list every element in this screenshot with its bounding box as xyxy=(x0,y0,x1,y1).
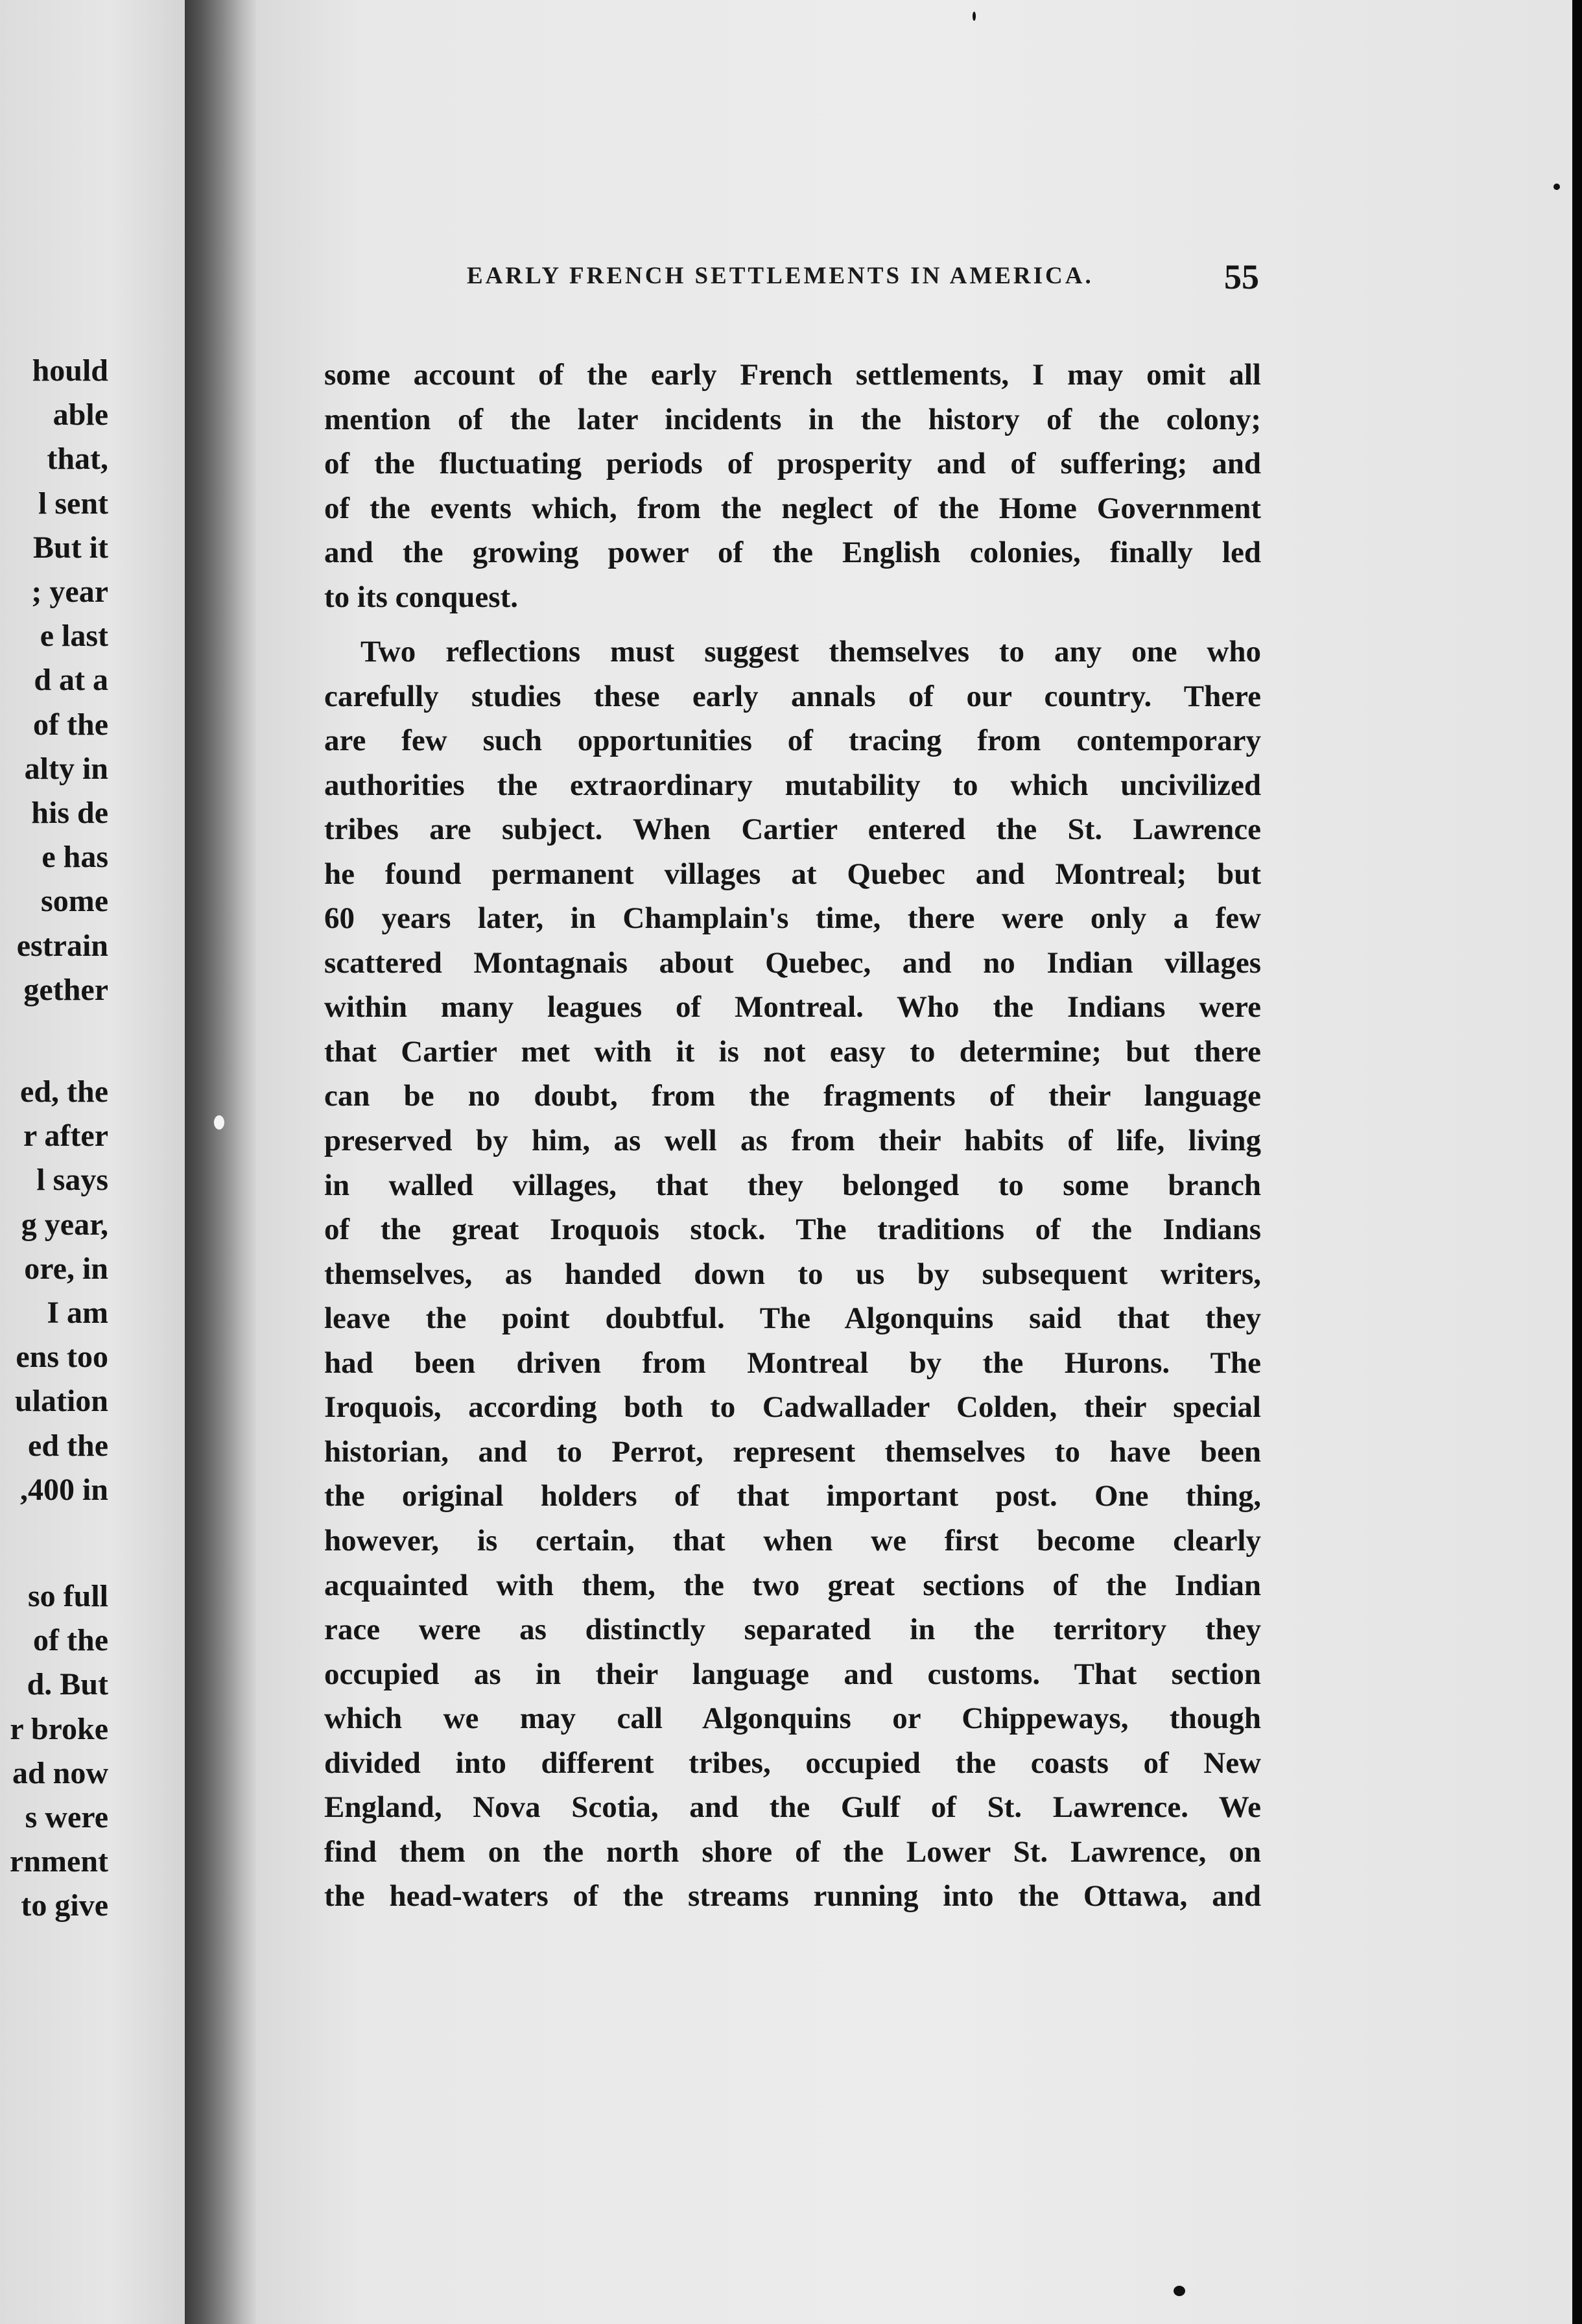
page-edge xyxy=(1572,0,1582,2324)
previous-page-line-fragment: hould xyxy=(32,353,108,388)
previous-page-line-fragment: that, xyxy=(47,442,108,476)
body-text-line: in walled villages, that they belonged to some branch xyxy=(324,1168,1261,1202)
previous-page-line-fragment: ulation xyxy=(14,1384,108,1418)
body-text-line: divided into different tribes, occupied the coasts of New xyxy=(324,1746,1261,1780)
previous-page-line-fragment: of the xyxy=(33,707,108,742)
previous-page-line-fragment: l says xyxy=(36,1163,108,1197)
body-text-line: carefully studies these early annals of our country. There xyxy=(324,680,1261,713)
body-text-line: 60 years later, in Champlain's time, there were only a few xyxy=(324,901,1261,935)
body-text-line: of the events which, from the neglect of the Home Government xyxy=(324,492,1261,525)
page-number: 55 xyxy=(1224,257,1259,296)
previous-page-line-fragment: l sent xyxy=(38,486,108,521)
body-text-line: the original holders of that important post. One thing, xyxy=(324,1479,1261,1513)
previous-page-line-fragment: ore, in xyxy=(24,1251,108,1286)
body-text-line: to its conquest. xyxy=(324,580,518,614)
body-text-line: acquainted with them, the two great sections of the Indian xyxy=(324,1569,1261,1602)
body-text-line: had been driven from Montreal by the Hurons. The xyxy=(324,1346,1261,1380)
body-text-line: Iroquois, according both to Cadwallader Colden, their special xyxy=(324,1390,1261,1424)
previous-page-line-fragment: ed the xyxy=(28,1429,108,1463)
previous-page-line-fragment: ,400 in xyxy=(19,1473,108,1507)
previous-page-line-fragment: d. But xyxy=(27,1667,108,1702)
body-text-line: of the great Iroquois stock. The traditions of the Indians xyxy=(324,1213,1261,1246)
previous-page-line-fragment: r after xyxy=(23,1119,108,1153)
previous-page-line-fragment: alty in xyxy=(24,752,108,786)
body-text-line: of the fluctuating periods of prosperity and of suffering; and xyxy=(324,447,1261,480)
body-text-line: that Cartier met with it is not easy to determine; but there xyxy=(324,1035,1261,1069)
body-text-line: the head-waters of the streams running into the Ottawa, and xyxy=(324,1879,1261,1913)
body-text-line: can be no doubt, from the fragments of their language xyxy=(324,1079,1261,1113)
body-text-line: themselves, as handed down to us by subsequent writers, xyxy=(324,1257,1261,1291)
binding-gutter xyxy=(185,0,256,2324)
body-text-line: mention of the later incidents in the history of the colony; xyxy=(324,403,1261,436)
previous-page-line-fragment: rnment xyxy=(10,1844,108,1879)
body-text-line: leave the point doubtful. The Algonquins said that they xyxy=(324,1301,1261,1335)
body-text-line: preserved by him, as well as from their habits of life, living xyxy=(324,1124,1261,1157)
previous-page-line-fragment: gether xyxy=(23,973,108,1007)
previous-page-line-fragment: ad now xyxy=(12,1756,108,1790)
previous-page-line-fragment: some xyxy=(41,884,108,918)
book-page xyxy=(256,0,1576,2324)
body-text-line: he found permanent villages at Quebec and Montreal; but xyxy=(324,857,1261,891)
previous-page-fragment xyxy=(0,0,185,2324)
body-text-line: which we may call Algonquins or Chippeways, though xyxy=(324,1702,1261,1735)
previous-page-line-fragment: ; year xyxy=(31,575,108,609)
previous-page-line-fragment: to give xyxy=(21,1888,108,1923)
body-text-line: within many leagues of Montreal. Who the Indians were xyxy=(324,990,1261,1024)
body-text-line: scattered Montagnais about Quebec, and no Indian villages xyxy=(324,946,1261,980)
body-text-line: England, Nova Scotia, and the Gulf of St. Lawrence. We xyxy=(324,1790,1261,1824)
previous-page-line-fragment: r broke xyxy=(10,1712,108,1746)
body-text-line: authorities the extraordinary mutability to which uncivilized xyxy=(324,768,1261,802)
previous-page-line-fragment: so full xyxy=(27,1579,108,1613)
body-text-line: race were as distinctly separated in the territory they xyxy=(324,1613,1261,1646)
previous-page-line-fragment: I am xyxy=(47,1296,108,1330)
body-text-line: find them on the north shore of the Lower St. Lawrence, on xyxy=(324,1835,1261,1869)
body-text-line: however, is certain, that when we first become clearly xyxy=(324,1524,1261,1558)
body-text-line: some account of the early French settlements, I may omit all xyxy=(324,358,1261,392)
body-text-line: and the growing power of the English colonies, finally led xyxy=(324,536,1261,569)
body-text-line: tribes are subject. When Cartier entered the St. Lawrence xyxy=(324,812,1261,846)
body-text-line: occupied as in their language and customs. That section xyxy=(324,1657,1261,1691)
running-head: EARLY FRENCH SETTLEMENTS IN AMERICA. xyxy=(467,263,1094,289)
previous-page-line-fragment: e last xyxy=(40,619,108,653)
previous-page-line-fragment: of the xyxy=(33,1623,108,1657)
body-text-line: Two reflections must suggest themselves to any one who xyxy=(360,635,1261,669)
previous-page-line-fragment: g year, xyxy=(21,1207,108,1242)
previous-page-line-fragment: his de xyxy=(31,796,108,830)
previous-page-line-fragment: ens too xyxy=(16,1340,108,1374)
previous-page-line-fragment: estrain xyxy=(16,929,108,963)
previous-page-line-fragment: s were xyxy=(25,1800,108,1834)
previous-page-line-fragment: But it xyxy=(32,530,108,565)
previous-page-line-fragment: d at a xyxy=(34,663,108,697)
previous-page-line-fragment: able xyxy=(53,397,108,432)
previous-page-line-fragment: ed, the xyxy=(20,1074,108,1109)
body-text-line: historian, and to Perrot, represent themselves to have been xyxy=(324,1435,1261,1469)
previous-page-line-fragment: e has xyxy=(41,840,108,874)
body-text-line: are few such opportunities of tracing from contemporary xyxy=(324,724,1261,757)
